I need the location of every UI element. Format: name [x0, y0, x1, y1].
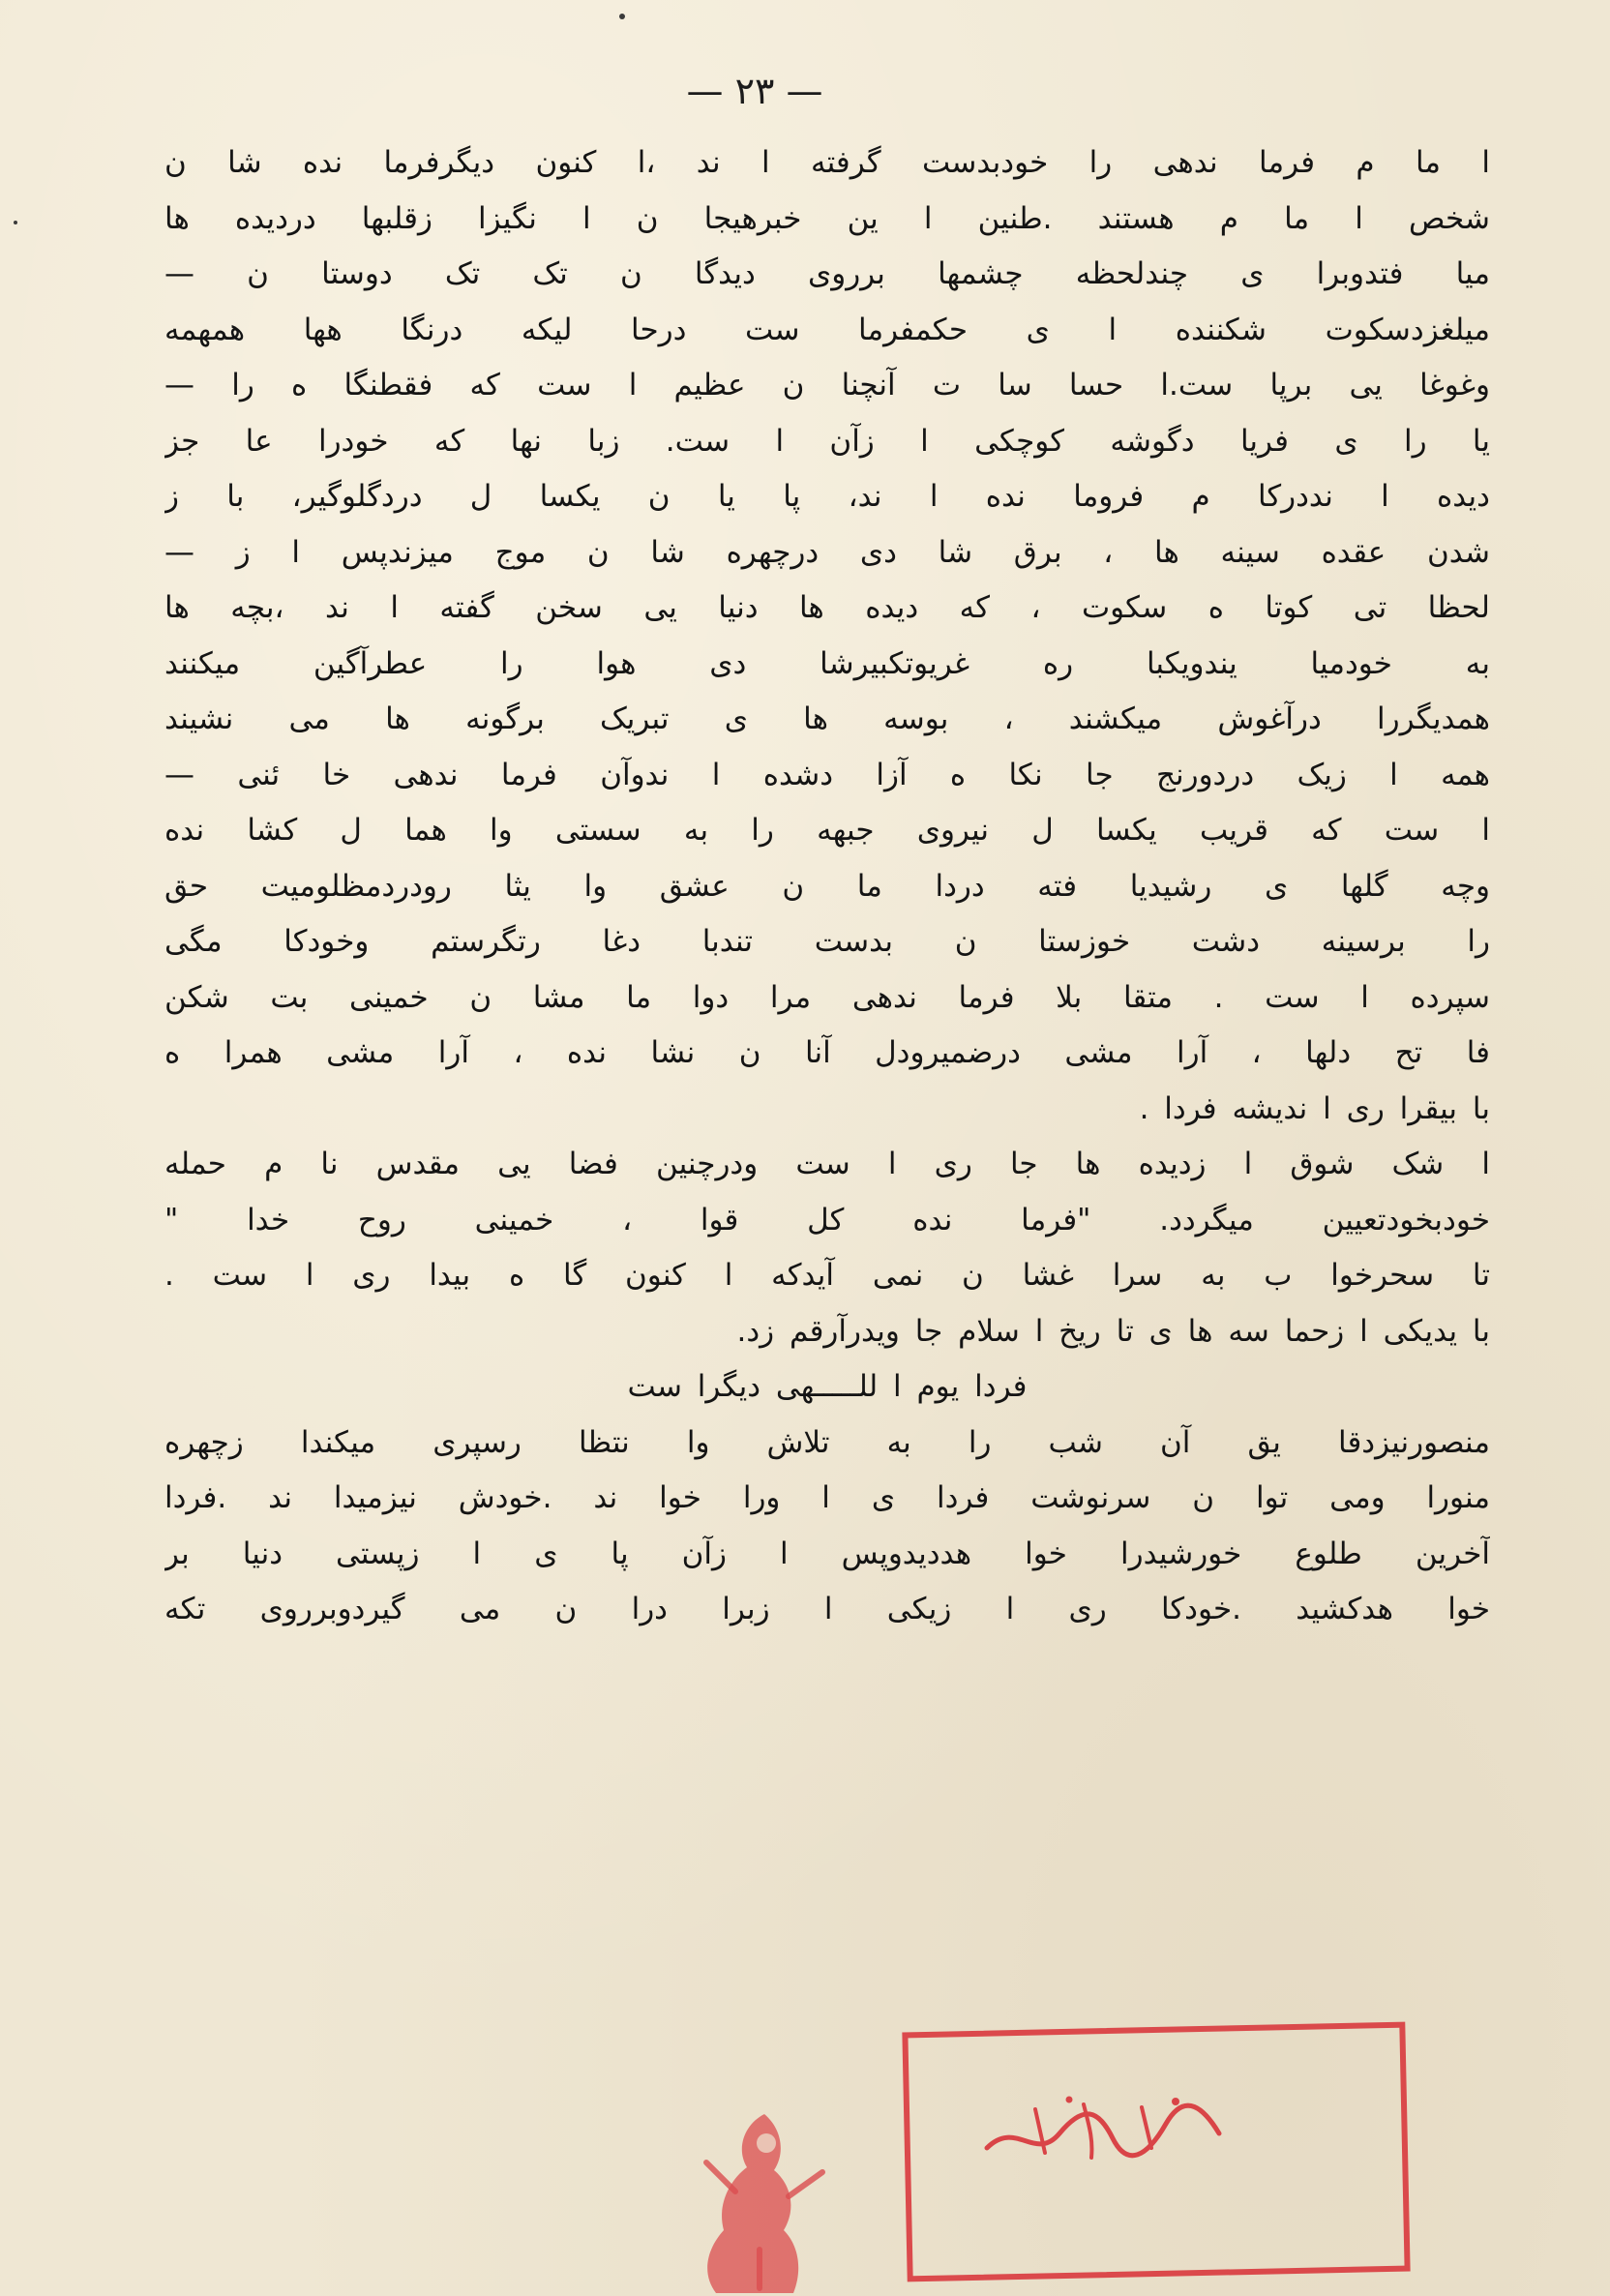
text-line: دیده ا نددرکا م فروما نده ا ند، پا یا ن یکسا ل دردگلوگیر، با ز	[164, 479, 1490, 514]
text-line: میا فتدوبرا ی چندلحظه چشمها برروی دیدگا ن تک تک دوستا ن —	[164, 256, 1490, 291]
stamp-emblem-icon	[677, 2104, 842, 2296]
text-line: وغوغا یی برپا ست.ا حسا سا ت آنچنا ن عظیم ا ست که فقطنگا ه را —	[164, 368, 1490, 403]
text-line: خودبخودتعیین میگردد. "فرما نده کل قوا ، خمینی روح خدا "	[164, 1202, 1490, 1237]
text-line: با یدیکی ا زحما سه ها ی تا ریخ ا سلام جا ویدرآرقم زد.	[736, 1313, 1490, 1349]
body-text	[164, 135, 1490, 1638]
text-line: را برسینه دشت خوزستا ن بدست تندبا دغا رتگرستم وخودکا مگی	[164, 924, 1490, 959]
text-line: شخص ا ما م هستند .طنین ا ین خبرهیجا ن ا نگیزا زقلبها دردیده ها	[164, 200, 1490, 236]
text-line: منصورنیزدقا یق آن شب را به تلاش وا نتظا رسپری میکندا زچهره	[164, 1424, 1490, 1460]
text-line: ا شک شوق ا زدیده ها جا ری ا ست ودرچنین فضا یی مقدس نا م حمله	[164, 1147, 1490, 1181]
text-line: سپرده ا ست . متقا بلا فرما ندهی مرا دوا ما مشا ن خمینی بت شکن	[164, 979, 1490, 1015]
ink-speck	[14, 221, 17, 224]
text-line: همدیگررا درآغوش میکشند ، بوسه ها ی تبریک برگونه ها می نشیند	[164, 701, 1490, 736]
signature-icon	[977, 2080, 1229, 2177]
text-line: وچه گلها ی رشیدیا فته دردا ما ن عشق وا یثا رودردمظلومیت حق	[164, 868, 1490, 904]
text-line: میلغزدسکوت شکننده ا ی حکمفرما ست درحا لیکه درنگا هها همهمه	[164, 312, 1490, 347]
text-line: یا را ی فریا دگوشه کوچکی ا زآن ا ست. زبا نها که خودرا عا جز	[164, 423, 1490, 459]
page-number: — ٢٣ —	[686, 70, 823, 112]
text-line: ا ما م فرما ندهی را خودبدست گرفته ا ند ،ا کنون دیگرفرما نده شا ن	[164, 145, 1490, 180]
text-line: فا تح دلها ، آرا مشی درضمیرودل آنا ن نشا نده ، آرا مشی همرا ه	[164, 1035, 1490, 1070]
text-line: با بیقرا ری ا ندیشه فردا .	[1139, 1090, 1490, 1126]
text-line: شدن عقده سینه ها ، برق شا دی درچهره شا ن موج میزندپس ا ز —	[164, 534, 1490, 570]
text-line: همه ا زیک دردورنج جا نکا ه آزا دشده ا ندوآن فرما ندهی خا ئنی —	[164, 757, 1490, 792]
text-line: فردا یوم ا للـــــهی دیگرا ست	[627, 1369, 1028, 1404]
text-line: منورا ومی توا ن سرنوشت فردا ی ا ورا خوا ند .خودش نیزمیدا ند .فردا	[164, 1480, 1490, 1515]
text-line: ا ست که قریب یکسا ل نیروی جبهه را به سستی وا هما ل کشا نده	[164, 813, 1490, 848]
ink-speck	[619, 14, 625, 19]
text-line: آخرین طلوع خورشیدرا خوا هددیدوپس ا زآن پا ی ا زپستی دنیا بر	[164, 1536, 1490, 1571]
text-line: لحظا تی کوتا ه سکوت ، که دیده ها دنیا یی سخن گفته ا ند ،بچه ها	[164, 590, 1490, 625]
text-line: به خودمیا یندویکبا ره غریوتکبیرشا دی هوا را عطرآگین میکنند	[164, 645, 1490, 681]
text-line: تا سحرخوا ب به سرا غشا ن نمی آیدکه ا کنون گا ه بیدا ری ا ست .	[164, 1258, 1490, 1293]
text-line: خوا هدکشید .خودکا ری ا زیکی ا زبرا درا ن می گیردوبرروی تکه	[164, 1592, 1490, 1626]
